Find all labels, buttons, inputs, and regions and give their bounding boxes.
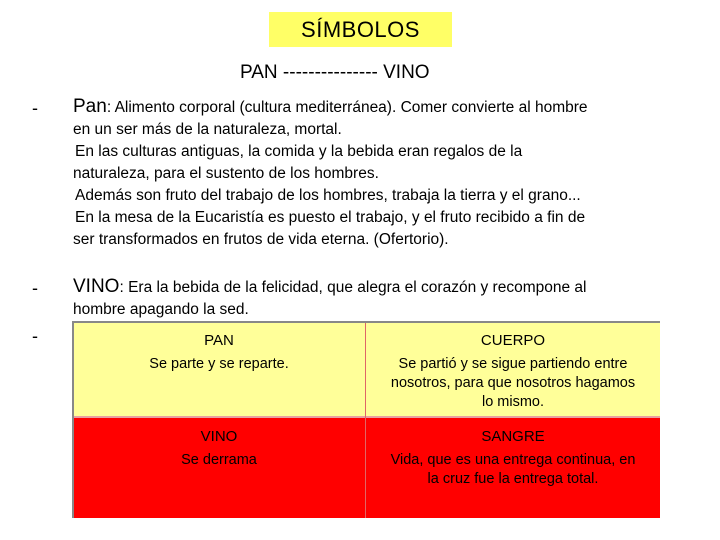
cell-cuerpo-line-0: Se partió y se sigue partiendo entre bbox=[398, 356, 628, 372]
page-title: SÍMBOLOS bbox=[301, 16, 420, 42]
cell-cuerpo-line-1: nosotros, para que nosotros hagamos bbox=[390, 375, 636, 391]
vino-line-1: hombre apagando la sed. bbox=[73, 301, 249, 318]
bullet-dash-vino: - bbox=[32, 278, 38, 298]
vino-line-0: : Era la bebida de la felicidad, que alegra el corazón y recompone al bbox=[119, 279, 587, 296]
title-box bbox=[269, 12, 452, 47]
cell-sangre-line-1: la cruz fue la entrega total. bbox=[427, 471, 599, 487]
cell-vino-head: VINO bbox=[200, 428, 238, 445]
row-divider bbox=[74, 416, 660, 418]
pan-line-5: En la mesa de la Eucaristía es puesto el trabajo, y el fruto recibido a fin de bbox=[75, 209, 586, 226]
cell-sangre-head: SANGRE bbox=[481, 428, 545, 445]
bullet-dash-pan: - bbox=[32, 98, 38, 118]
vino-term: VINO bbox=[73, 276, 120, 297]
bullet-dash-table: - bbox=[32, 326, 38, 346]
cell-vino bbox=[114, 427, 324, 470]
vino-paragraph bbox=[73, 276, 688, 321]
pan-line-2: En las culturas antiguas, la comida y la bebida eran regalos de la bbox=[75, 143, 523, 160]
cell-pan bbox=[114, 331, 324, 374]
pan-line-1: en un ser más de la naturaleza, mortal. bbox=[73, 121, 342, 138]
cell-sangre-line-0: Vida, que es una entrega continua, en bbox=[390, 452, 636, 468]
pan-paragraph bbox=[73, 96, 688, 251]
cell-sangre bbox=[366, 427, 660, 489]
cell-cuerpo-line-2: lo mismo. bbox=[481, 394, 545, 410]
subtitle: PAN --------------- VINO bbox=[240, 62, 430, 83]
cell-cuerpo-head: CUERPO bbox=[480, 332, 546, 349]
cell-vino-text: Se derrama bbox=[181, 452, 257, 468]
symbol-table bbox=[72, 321, 660, 518]
cell-pan-head: PAN bbox=[204, 332, 234, 349]
pan-term: Pan bbox=[73, 96, 107, 117]
cell-pan-text: Se parte y se reparte. bbox=[149, 356, 289, 372]
cell-cuerpo bbox=[366, 331, 660, 412]
pan-line-3: naturaleza, para el sustento de los hombres. bbox=[73, 165, 379, 182]
pan-line-0: : Alimento corporal (cultura mediterránea). Comer convierte al hombre bbox=[106, 99, 588, 116]
pan-line-6: ser transformados en frutos de vida eterna. (Ofertorio). bbox=[73, 231, 449, 248]
pan-line-4: Además son fruto del trabajo de los hombres, trabaja la tierra y el grano... bbox=[75, 187, 581, 204]
